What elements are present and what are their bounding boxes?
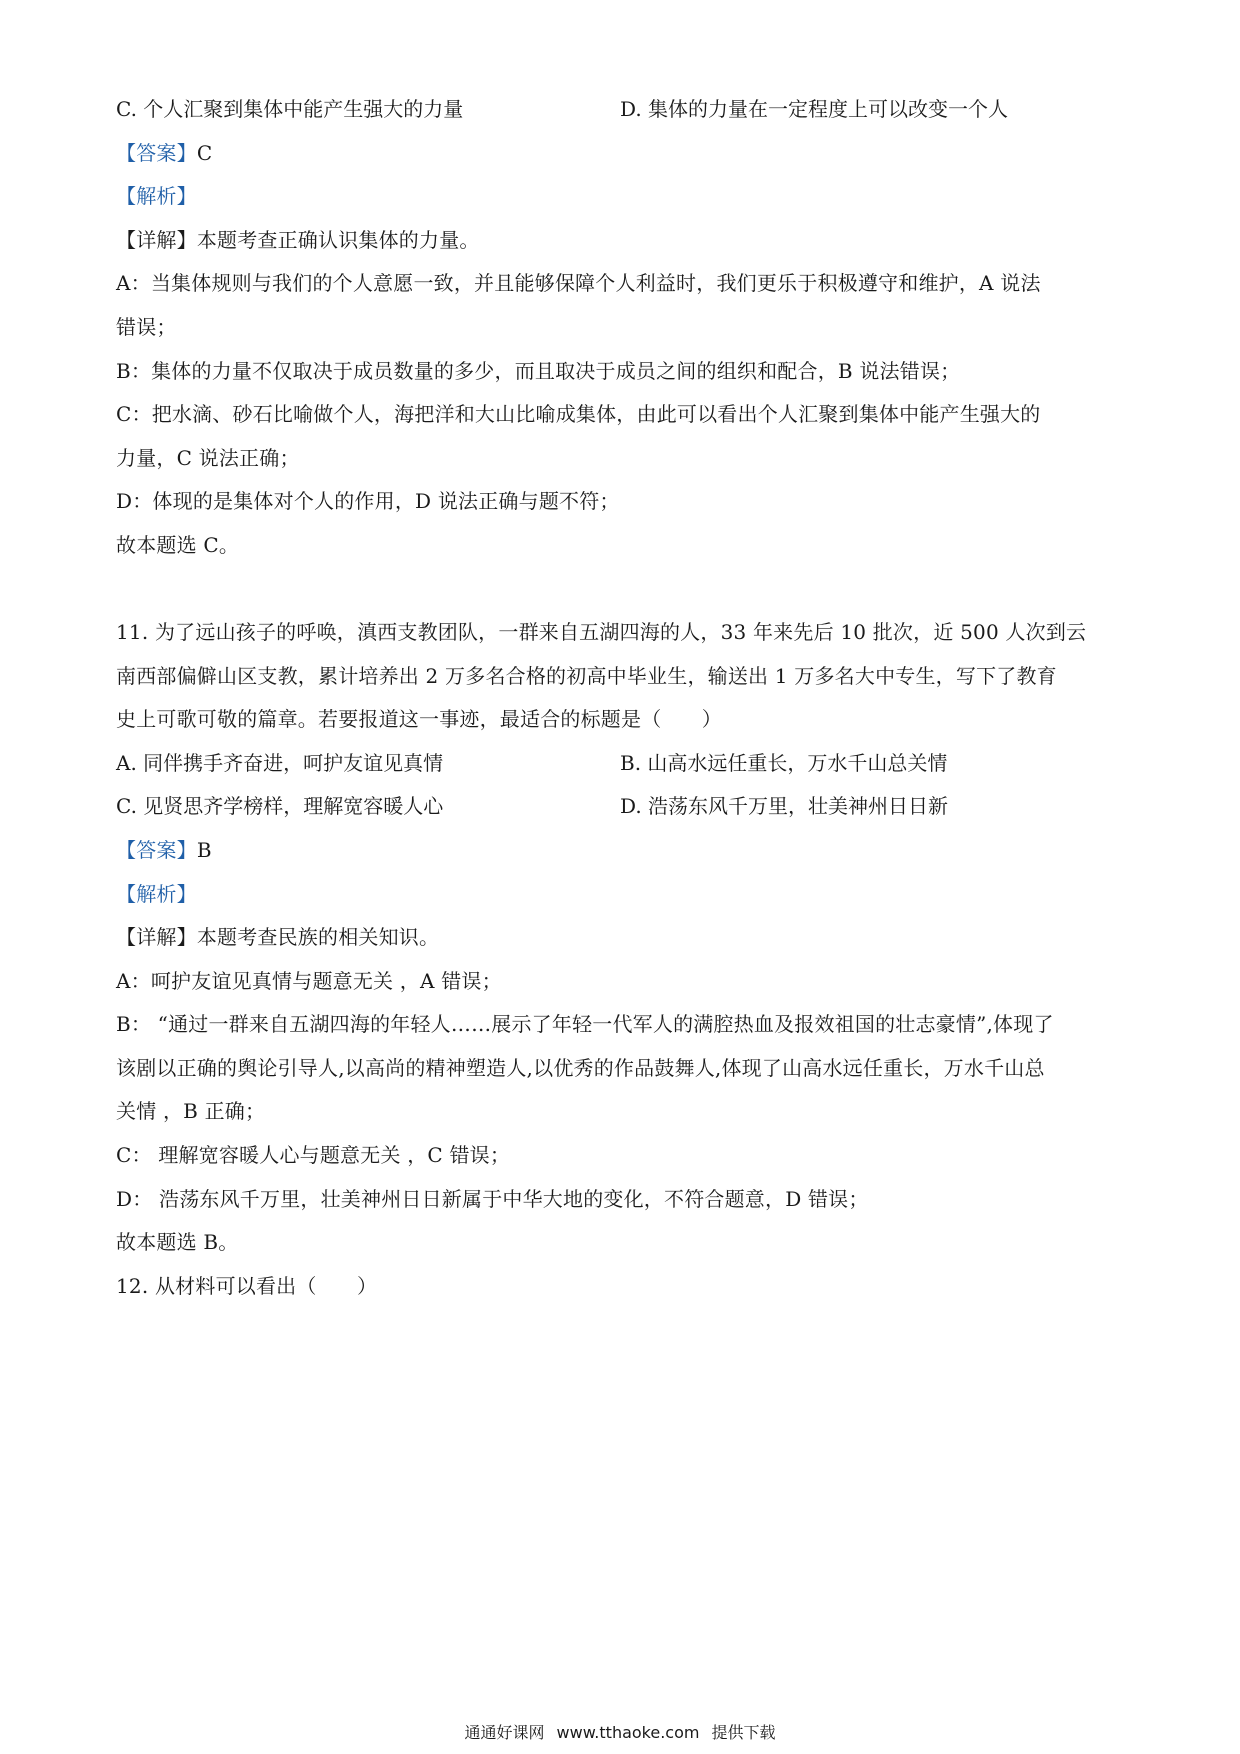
q11-explain-d: D： 浩荡东风千万里，壮美神州日日新属于中华大地的变化，不符合题意，D 错误； — [116, 1187, 869, 1211]
q12-stem: 12. 从材料可以看出（ ） — [116, 1274, 378, 1298]
footer-note: 提供下载 — [711, 1723, 776, 1742]
answer-value: B — [196, 838, 212, 862]
q10-explain-b: B：集体的力量不仅取决于成员数量的多少，而且取决于成员之间的组织和配合，B 说法错误； — [116, 359, 961, 383]
q11-answer — [116, 836, 1128, 864]
answer-tag: 【答案】 — [116, 141, 197, 165]
q11-stem-line3: 史上可歌可敬的篇章。若要报道这一事迹，最适合的标题是（ ） — [116, 707, 722, 731]
footer-url[interactable]: www.tthaoke.com — [556, 1723, 700, 1742]
q11-stem-line1: 11. 为了远山孩子的呼唤，滇西支教团队，一群来自五湖四海的人，33 年来先后 10 批次，近 500 人次到云 — [116, 620, 1087, 644]
q10-explain-d: D：体现的是集体对个人的作用，D 说法正确与题不符； — [116, 489, 620, 513]
page-footer — [0, 1722, 1240, 1744]
q11-option-b: B. 山高水远任重长，万水千山总关情 — [620, 751, 948, 775]
q10-explain-a-line2: 错误； — [116, 315, 177, 339]
q11-option-c: C. 见贤思齐学榜样，理解宽容暖人心 — [116, 794, 444, 818]
q10-analysis-tag: 【解析】 — [116, 184, 197, 208]
q11-conclusion: 故本题选 B。 — [116, 1230, 239, 1254]
q10-option-c: C. 个人汇聚到集体中能产生强大的力量 — [116, 97, 464, 121]
q11-explain-c: C： 理解宽容暖人心与题意无关 ，C 错误； — [116, 1143, 511, 1167]
q11-analysis-tag: 【解析】 — [116, 882, 197, 906]
answer-value: C — [196, 141, 213, 165]
q11-option-d: D. 浩荡东风千万里，壮美神州日日新 — [620, 794, 949, 818]
q11-explain-b-line1: B： “通过一群来自五湖四海的年轻人……展示了年轻一代军人的满腔热血及报效祖国的壮志豪情”,体现了 — [116, 1012, 1054, 1036]
q10-explain-c-line1: C：把水滴、砂石比喻做个人，海把洋和大山比喻成集体，由此可以看出个人汇聚到集体中能产生强大的 — [116, 402, 1041, 426]
detail-text: 本题考查正确认识集体的力量。 — [196, 228, 480, 252]
q10-detail — [116, 226, 1128, 254]
q11-stem-line2: 南西部偏僻山区支教，累计培养出 2 万多名合格的初高中毕业生，输送出 1 万多名大中专生，写下了教育 — [116, 664, 1057, 688]
q11-explain-a: A：呵护友谊见真情与题意无关 ，A 错误； — [116, 969, 502, 993]
detail-tag: 【详解】 — [116, 925, 197, 949]
q10-option-d: D. 集体的力量在一定程度上可以改变一个人 — [620, 97, 1009, 121]
q11-detail — [116, 923, 1128, 951]
detail-text: 本题考查民族的相关知识。 — [196, 925, 440, 949]
answer-tag: 【答案】 — [116, 838, 197, 862]
detail-tag: 【详解】 — [116, 228, 197, 252]
q10-answer — [116, 139, 1128, 167]
footer-site-name: 通通好课网 — [464, 1723, 545, 1742]
q11-explain-b-line3: 关情 ，B 正确； — [116, 1099, 266, 1123]
q11-explain-b-line2: 该剧以正确的舆论引导人,以高尚的精神塑造人,以优秀的作品鼓舞人,体现了山高水远任重长，万水千山总 — [116, 1056, 1045, 1080]
q10-explain-a-line1: A：当集体规则与我们的个人意愿一致，并且能够保障个人利益时，我们更乐于积极遵守和维护，A 说法 — [116, 271, 1041, 295]
q10-conclusion: 故本题选 C。 — [116, 533, 240, 557]
q10-explain-c-line2: 力量，C 说法正确； — [116, 446, 300, 470]
q11-option-a: A. 同伴携手齐奋进，呵护友谊见真情 — [116, 751, 444, 775]
